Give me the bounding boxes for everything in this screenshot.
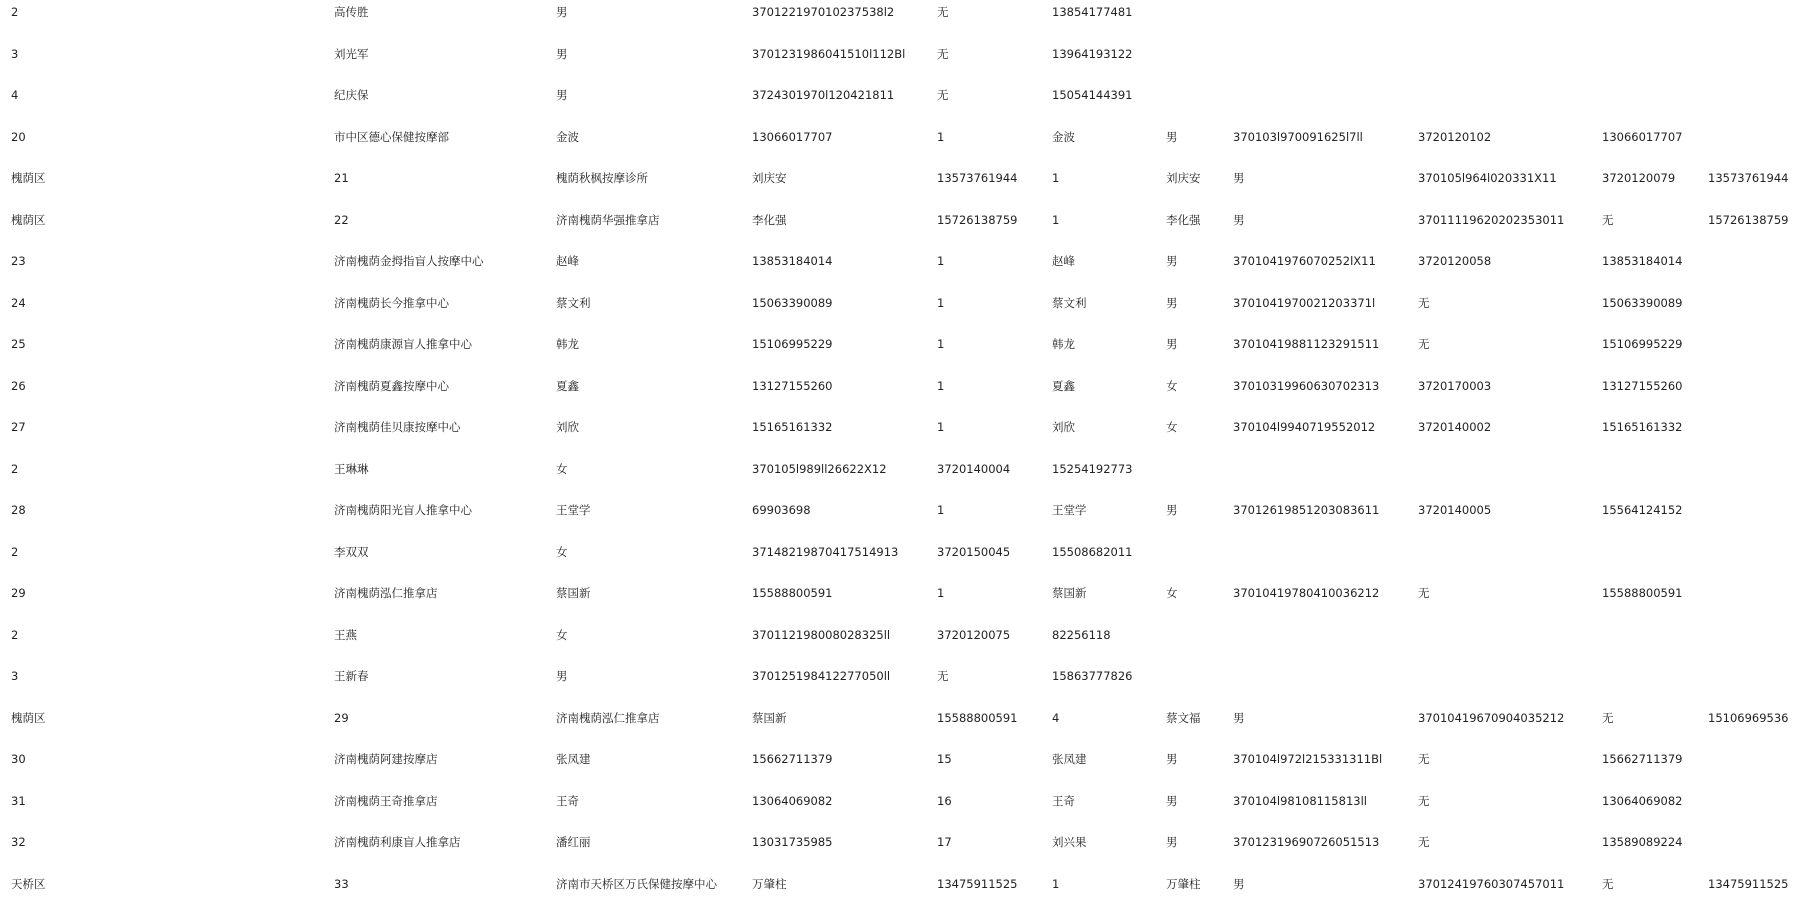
table-cell[interactable]: 15588800591 — [752, 586, 833, 600]
table-cell[interactable]: 31 — [11, 793, 26, 808]
table-cell[interactable]: 15662711379 — [1602, 752, 1683, 766]
table-cell[interactable]: 韩龙 — [556, 337, 579, 351]
table-cell[interactable]: 2 — [11, 544, 19, 559]
table-cell[interactable]: 3 — [11, 46, 19, 61]
table-cell[interactable]: 370104l9940719552012 — [1233, 420, 1376, 434]
table-cell[interactable]: 济南槐荫康源盲人推拿中心 — [334, 337, 472, 351]
table-cell[interactable]: 3720120075 — [937, 627, 1011, 642]
table-cell[interactable]: 1 — [1052, 171, 1060, 185]
table-cell[interactable]: 济南槐荫阿建按摩店 — [334, 752, 438, 766]
table-cell[interactable]: 无 — [1602, 876, 1614, 891]
table-row — [0, 83, 1799, 124]
table-cell[interactable]: 王燕 — [334, 627, 357, 642]
table-cell[interactable]: 15063390089 — [752, 295, 833, 310]
table-cell[interactable]: 蔡文利 — [1052, 295, 1087, 310]
table-cell[interactable]: 男 — [1166, 793, 1178, 808]
table-cell[interactable]: 13475911525 — [937, 876, 1018, 891]
table-cell[interactable]: 济南槐荫长今推拿中心 — [334, 295, 449, 310]
table-row — [0, 706, 1799, 747]
table-cell[interactable]: 370105l964l020331X11 — [1418, 171, 1557, 185]
table-cell[interactable]: 13066017707 — [752, 129, 833, 144]
table-cell[interactable]: 王堂学 — [556, 503, 591, 517]
table-cell[interactable]: 万肇柱 — [752, 876, 787, 891]
table-cell[interactable]: 男 — [556, 669, 568, 683]
table-row — [0, 830, 1799, 871]
table-cell[interactable]: 13127155260 — [752, 378, 833, 393]
table-cell[interactable]: 1 — [937, 378, 945, 393]
table-cell[interactable]: 3720120102 — [1418, 129, 1492, 144]
table-cell[interactable]: 无 — [1418, 337, 1430, 351]
table-cell[interactable]: 槐荫区 — [11, 212, 46, 227]
table-cell[interactable]: 15508682011 — [1052, 544, 1133, 559]
table-cell[interactable]: 刘光军 — [334, 46, 369, 61]
table-cell[interactable]: 1 — [1052, 212, 1060, 227]
table-cell[interactable]: 无 — [937, 46, 949, 61]
table-cell[interactable]: 15254192773 — [1052, 461, 1133, 476]
table-cell[interactable]: 26 — [11, 378, 26, 393]
table-cell[interactable]: 女 — [556, 544, 568, 559]
table-cell[interactable]: 1 — [937, 503, 945, 517]
table-cell[interactable]: 3701041970021203371l — [1233, 295, 1376, 310]
table-cell[interactable]: 15165161332 — [1602, 420, 1683, 434]
table-cell[interactable]: 2 — [11, 461, 19, 476]
table-cell[interactable]: 蔡文福 — [1166, 710, 1201, 725]
table-cell[interactable]: 高传胜 — [334, 5, 369, 19]
table-row — [0, 125, 1799, 166]
table-cell[interactable]: 37010419881123291511 — [1233, 337, 1380, 351]
table-cell[interactable]: 无 — [1418, 295, 1430, 310]
table-cell[interactable]: 29 — [11, 586, 26, 600]
table-cell[interactable]: 济南市天桥区万氏保健按摩中心 — [556, 876, 717, 891]
table-cell[interactable]: 28 — [11, 503, 26, 517]
table-row — [0, 664, 1799, 705]
table-cell[interactable]: 15726138759 — [937, 212, 1018, 227]
table-cell[interactable]: 李化强 — [1166, 212, 1201, 227]
table-cell[interactable]: 万肇柱 — [1166, 876, 1201, 891]
table-cell[interactable]: 济南槐荫佳贝康按摩中心 — [334, 420, 461, 434]
table-cell[interactable]: 无 — [1418, 752, 1430, 766]
table-cell[interactable]: 王奇 — [1052, 793, 1075, 808]
table-cell[interactable]: 370104l972l215331311Bl — [1233, 752, 1383, 766]
table-cell[interactable]: 3701041976070252lX11 — [1233, 254, 1376, 268]
table-cell[interactable]: 纪庆保 — [334, 88, 369, 102]
table-cell[interactable]: 蔡国新 — [752, 710, 787, 725]
table-cell[interactable]: 王新春 — [334, 669, 369, 683]
table-cell[interactable]: 13853184014 — [1602, 254, 1683, 268]
table-row — [0, 872, 1799, 913]
table-cell[interactable]: 4 — [11, 88, 19, 102]
table-cell[interactable]: 15106969536 — [1708, 710, 1789, 725]
table-cell[interactable]: 潘红丽 — [556, 835, 591, 849]
table-cell[interactable]: 济南槐荫阳光盲人推拿中心 — [334, 503, 472, 517]
table-cell[interactable]: 女 — [556, 627, 568, 642]
table-cell[interactable]: 13475911525 — [1708, 876, 1789, 891]
table-cell[interactable]: 男 — [1166, 835, 1178, 849]
table-cell[interactable]: 蔡国新 — [1052, 586, 1087, 600]
table-cell[interactable]: 张凤建 — [1052, 752, 1087, 766]
table-cell[interactable]: 3 — [11, 669, 19, 683]
table-cell[interactable]: 韩龙 — [1052, 337, 1075, 351]
table-row — [0, 208, 1799, 249]
table-cell[interactable]: 13064069082 — [1602, 793, 1683, 808]
table-cell[interactable]: 24 — [11, 295, 26, 310]
table-cell[interactable]: 无 — [937, 669, 949, 683]
table-cell[interactable]: 男 — [1166, 129, 1178, 144]
table-cell[interactable]: 3724301970l120421811 — [752, 88, 895, 102]
table-row — [0, 581, 1799, 622]
table-cell[interactable]: 37012419760307457011 — [1418, 876, 1565, 891]
table-cell[interactable]: 男 — [1166, 752, 1178, 766]
table-cell[interactable]: 男 — [1166, 503, 1178, 517]
table-cell[interactable]: 金波 — [1052, 129, 1075, 144]
table-cell[interactable]: 1 — [937, 420, 945, 434]
table-cell[interactable]: 3720140004 — [937, 461, 1011, 476]
table-cell[interactable]: 370122197010237538l2 — [752, 5, 895, 19]
table-cell[interactable]: 槐荫秋枫按摩诊所 — [556, 171, 648, 185]
table-cell[interactable]: 济南槐荫夏鑫按摩中心 — [334, 378, 449, 393]
table-cell[interactable]: 3720140002 — [1418, 420, 1492, 434]
table-cell[interactable]: 1 — [937, 337, 945, 351]
table-cell[interactable]: 15588800591 — [1602, 586, 1683, 600]
table-cell[interactable]: 济南槐荫泓仁推拿店 — [556, 710, 660, 725]
table-cell[interactable]: 1 — [937, 295, 945, 310]
table-cell[interactable]: 赵峰 — [1052, 254, 1075, 268]
table-cell[interactable]: 13964193122 — [1052, 46, 1133, 61]
table-cell[interactable]: 无 — [1418, 835, 1430, 849]
table-row — [0, 747, 1799, 788]
table-row — [0, 498, 1799, 539]
table-cell[interactable]: 王奇 — [556, 793, 579, 808]
table-cell[interactable]: 15063390089 — [1602, 295, 1683, 310]
table-cell[interactable]: 22 — [334, 212, 349, 227]
table-cell[interactable]: 男 — [1166, 337, 1178, 351]
table-cell[interactable]: 男 — [1233, 212, 1245, 227]
table-cell[interactable]: 82256118 — [1052, 627, 1111, 642]
table-row — [0, 374, 1799, 415]
table-cell[interactable]: 13127155260 — [1602, 378, 1683, 393]
table-cell[interactable]: 37012619851203083611 — [1233, 503, 1380, 517]
table-cell[interactable]: 15106995229 — [1602, 337, 1683, 351]
table-cell[interactable]: 男 — [556, 5, 568, 19]
table-cell[interactable]: 槐荫区 — [11, 171, 46, 185]
table-cell[interactable]: 蔡国新 — [556, 586, 591, 600]
table-cell[interactable]: 37011119620202353011 — [1418, 212, 1565, 227]
table-cell[interactable]: 男 — [1233, 710, 1245, 725]
table-cell[interactable]: 1 — [1052, 876, 1060, 891]
table-cell[interactable]: 370105l989ll26622X12 — [752, 461, 887, 476]
table-cell[interactable]: 刘欣 — [556, 420, 579, 434]
table-cell[interactable]: 3720140005 — [1418, 503, 1492, 517]
table-cell[interactable]: 37010419670904035212 — [1418, 710, 1565, 725]
table-cell[interactable]: 4 — [1052, 710, 1060, 725]
table-cell[interactable]: 3720150045 — [937, 544, 1011, 559]
table-row — [0, 540, 1799, 581]
table-cell[interactable]: 1 — [937, 586, 945, 600]
table-cell[interactable]: 370112198008028325ll — [752, 627, 891, 642]
table-cell[interactable]: 13589089224 — [1602, 835, 1683, 849]
table-cell[interactable]: 3720120058 — [1418, 254, 1492, 268]
table-cell[interactable]: 13573761944 — [1708, 171, 1789, 185]
table-cell[interactable]: 29 — [334, 710, 349, 725]
table-cell[interactable]: 刘庆安 — [1166, 171, 1201, 185]
table-cell[interactable]: 25 — [11, 337, 26, 351]
table-cell[interactable]: 15106995229 — [752, 337, 833, 351]
table-cell[interactable]: 济南槐荫金拇指盲人按摩中心 — [334, 254, 484, 268]
table-cell[interactable]: 3720170003 — [1418, 378, 1492, 393]
table-cell[interactable]: 济南槐荫华强推拿店 — [556, 212, 660, 227]
table-cell[interactable]: 15564124152 — [1602, 503, 1683, 517]
table-cell[interactable]: 无 — [1602, 710, 1614, 725]
table-row — [0, 623, 1799, 664]
table-cell[interactable]: 女 — [1166, 586, 1178, 600]
table-cell[interactable]: 李双双 — [334, 544, 369, 559]
table-cell[interactable]: 13853184014 — [752, 254, 833, 268]
table-cell[interactable]: 李化强 — [752, 212, 787, 227]
table-cell[interactable]: 女 — [1166, 378, 1178, 393]
table-cell[interactable]: 赵峰 — [556, 254, 579, 268]
table-cell[interactable]: 15054144391 — [1052, 88, 1133, 102]
table-cell[interactable]: 刘庆安 — [752, 171, 787, 185]
table-row — [0, 457, 1799, 498]
table-cell[interactable]: 2 — [11, 5, 19, 19]
table-cell[interactable]: 天桥区 — [11, 876, 46, 891]
table-cell[interactable]: 3701231986041510l112Bl — [752, 46, 906, 61]
table-cell[interactable]: 2 — [11, 627, 19, 642]
table-cell[interactable]: 1 — [937, 129, 945, 144]
table-cell[interactable]: 槐荫区 — [11, 710, 46, 725]
table-cell[interactable]: 市中区德心保健按摩部 — [334, 129, 449, 144]
table-cell[interactable]: 37148219870417514913 — [752, 544, 899, 559]
table-cell[interactable]: 无 — [1418, 586, 1430, 600]
table-cell[interactable]: 刘欣 — [1052, 420, 1075, 434]
table-cell[interactable]: 刘兴果 — [1052, 835, 1087, 849]
table-cell[interactable]: 370125198412277050ll — [752, 669, 891, 683]
table-cell[interactable]: 13066017707 — [1602, 129, 1683, 144]
table-cell[interactable]: 男 — [1166, 295, 1178, 310]
table-cell[interactable]: 金波 — [556, 129, 579, 144]
table-cell[interactable]: 无 — [1602, 212, 1614, 227]
table-cell[interactable]: 17 — [937, 835, 952, 849]
table-cell[interactable]: 男 — [1233, 171, 1245, 185]
table-cell[interactable]: 王琳琳 — [334, 461, 369, 476]
table-row — [0, 291, 1799, 332]
table-cell[interactable]: 15 — [937, 752, 952, 766]
table-row — [0, 332, 1799, 373]
table-cell[interactable]: 370104l98108115813ll — [1233, 793, 1367, 808]
table-cell[interactable]: 23 — [11, 254, 26, 268]
table-row — [0, 0, 1799, 41]
table-cell[interactable]: 37010419780410036212 — [1233, 586, 1380, 600]
table-cell[interactable]: 37010319960630702313 — [1233, 378, 1380, 393]
table-cell[interactable]: 15588800591 — [937, 710, 1018, 725]
table-cell[interactable]: 女 — [556, 461, 568, 476]
table-cell[interactable]: 15726138759 — [1708, 212, 1789, 227]
table-cell[interactable]: 16 — [937, 793, 952, 808]
table-cell[interactable]: 女 — [1166, 420, 1178, 434]
table-cell[interactable]: 69903698 — [752, 503, 811, 517]
table-cell[interactable]: 张凤建 — [556, 752, 591, 766]
table-cell[interactable]: 夏鑫 — [1052, 378, 1075, 393]
table-cell[interactable]: 30 — [11, 752, 26, 766]
table-row — [0, 789, 1799, 830]
table-cell[interactable]: 男 — [556, 46, 568, 61]
table-cell[interactable]: 无 — [1418, 793, 1430, 808]
table-cell[interactable]: 13031735985 — [752, 835, 833, 849]
table-cell[interactable]: 蔡文利 — [556, 295, 591, 310]
table-row — [0, 166, 1799, 207]
table-row — [0, 42, 1799, 83]
table-cell[interactable]: 15863777826 — [1052, 669, 1133, 683]
table-cell[interactable]: 21 — [334, 171, 349, 185]
table-cell[interactable]: 15165161332 — [752, 420, 833, 434]
table-cell[interactable]: 男 — [1233, 876, 1245, 891]
table-cell[interactable]: 27 — [11, 420, 26, 434]
table-cell[interactable]: 1 — [937, 254, 945, 268]
table-cell[interactable]: 男 — [1166, 254, 1178, 268]
table-cell[interactable]: 13064069082 — [752, 793, 833, 808]
table-cell[interactable]: 济南槐荫泓仁推拿店 — [334, 586, 438, 600]
table-cell[interactable]: 13573761944 — [937, 171, 1018, 185]
table-cell[interactable]: 370103l970091625l7ll — [1233, 129, 1363, 144]
table-cell[interactable]: 13854177481 — [1052, 5, 1133, 19]
table-cell[interactable]: 男 — [556, 88, 568, 102]
table-cell[interactable]: 37012319690726051513 — [1233, 835, 1380, 849]
table-cell[interactable]: 济南槐荫利康盲人推拿店 — [334, 835, 461, 849]
table-cell[interactable]: 32 — [11, 835, 26, 849]
table-cell[interactable]: 无 — [937, 5, 949, 19]
table-cell[interactable]: 20 — [11, 129, 26, 144]
table-cell[interactable]: 3720120079 — [1602, 171, 1676, 185]
table-cell[interactable]: 济南槐荫王奇推拿店 — [334, 793, 438, 808]
table-cell[interactable]: 无 — [937, 88, 949, 102]
table-row — [0, 249, 1799, 290]
table-cell[interactable]: 15662711379 — [752, 752, 833, 766]
table-cell[interactable]: 33 — [334, 876, 349, 891]
table-cell[interactable]: 夏鑫 — [556, 378, 579, 393]
table-cell[interactable]: 王堂学 — [1052, 503, 1087, 517]
table-row — [0, 415, 1799, 456]
